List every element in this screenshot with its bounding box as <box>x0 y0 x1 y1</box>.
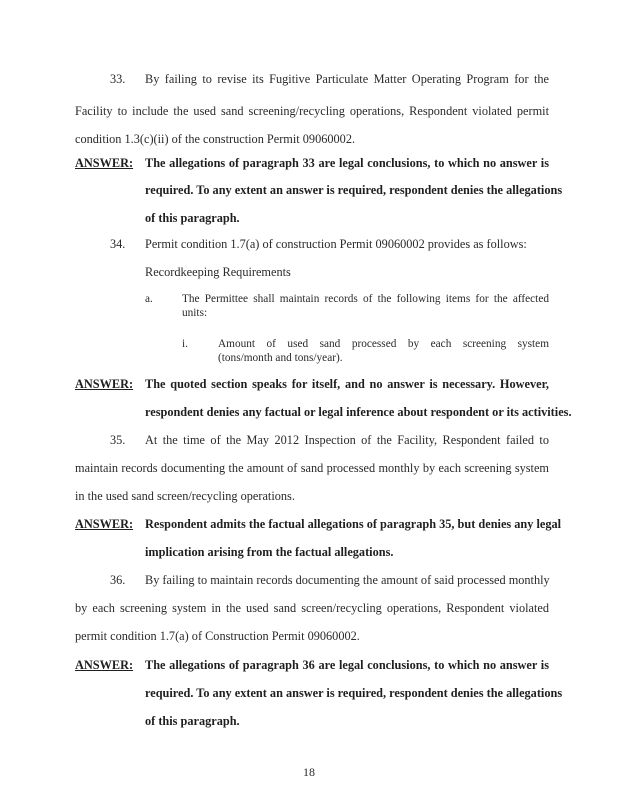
item-i-line-2: (tons/month and tons/year). <box>218 352 343 364</box>
answer-34-line-2: respondent denies any factual or legal inference about respondent or its activities. <box>145 405 572 419</box>
paragraph-36-line-3: permit condition 1.7(a) of Construction Permit 09060002. <box>75 629 360 643</box>
answer-34-line-1: The quoted section speaks for itself, and no answer is necessary. However, <box>145 377 549 391</box>
answer-34-label: ANSWER: <box>75 377 134 391</box>
answer-33-line-1: The allegations of paragraph 33 are legal conclusions, to which no answer is <box>145 156 549 170</box>
answer-35-line-2: implication arising from the factual allegations. <box>145 545 394 559</box>
recordkeeping-heading: Recordkeeping Requirements <box>145 265 291 279</box>
answer-36-line-3: of this paragraph. <box>145 714 240 728</box>
paragraph-36-line-1: By failing to maintain records documenting the amount of said processed monthly <box>145 573 550 587</box>
answer-35-line-1: Respondent admits the factual allegations of paragraph 35, but denies any legal <box>145 517 562 531</box>
item-a-line-1: The Permittee shall maintain records of the following items for the affected <box>182 293 549 305</box>
paragraph-33-line-1: By failing to revise its Fugitive Particulate Matter Operating Program for the <box>145 72 549 86</box>
paragraph-35-number: 35. <box>110 433 126 447</box>
paragraph-34-number: 34. <box>110 237 126 251</box>
answer-36-label: ANSWER: <box>75 658 134 672</box>
paragraph-33-number: 33. <box>110 72 126 86</box>
item-i-line-1: Amount of used sand processed by each screening system <box>218 338 549 350</box>
paragraph-35-line-2: maintain records documenting the amount of sand processed monthly by each screening system <box>75 461 549 475</box>
paragraph-34-line-1: Permit condition 1.7(a) of construction Permit 09060002 provides as follows: <box>145 237 527 251</box>
answer-33-label: ANSWER: <box>75 156 134 170</box>
paragraph-33-line-2: Facility to include the used sand screening/recycling operations, Respondent violated permit <box>75 104 549 118</box>
paragraph-35-line-3: in the used sand screen/recycling operations. <box>75 489 295 503</box>
paragraph-36-number: 36. <box>110 573 126 587</box>
item-i-marker: i. <box>182 338 188 350</box>
answer-33-line-3: of this paragraph. <box>145 211 240 225</box>
page-number: 18 <box>303 765 315 779</box>
paragraph-36-line-2: by each screening system in the used sand screen/recycling operations, Respondent violated <box>75 601 549 615</box>
answer-36-line-1: The allegations of paragraph 36 are legal conclusions, to which no answer is <box>145 658 549 672</box>
answer-33-line-2: required. To any extent an answer is required, respondent denies the allegations <box>145 183 563 197</box>
paragraph-33-line-3: condition 1.3(c)(ii) of the construction Permit 09060002. <box>75 132 356 146</box>
answer-35-label: ANSWER: <box>75 517 134 531</box>
item-a-line-2: units: <box>182 307 208 319</box>
answer-36-line-2: required. To any extent an answer is required, respondent denies the allegations <box>145 686 563 700</box>
item-a-marker: a. <box>145 293 153 305</box>
paragraph-35-line-1: At the time of the May 2012 Inspection of the Facility, Respondent failed to <box>145 433 549 447</box>
